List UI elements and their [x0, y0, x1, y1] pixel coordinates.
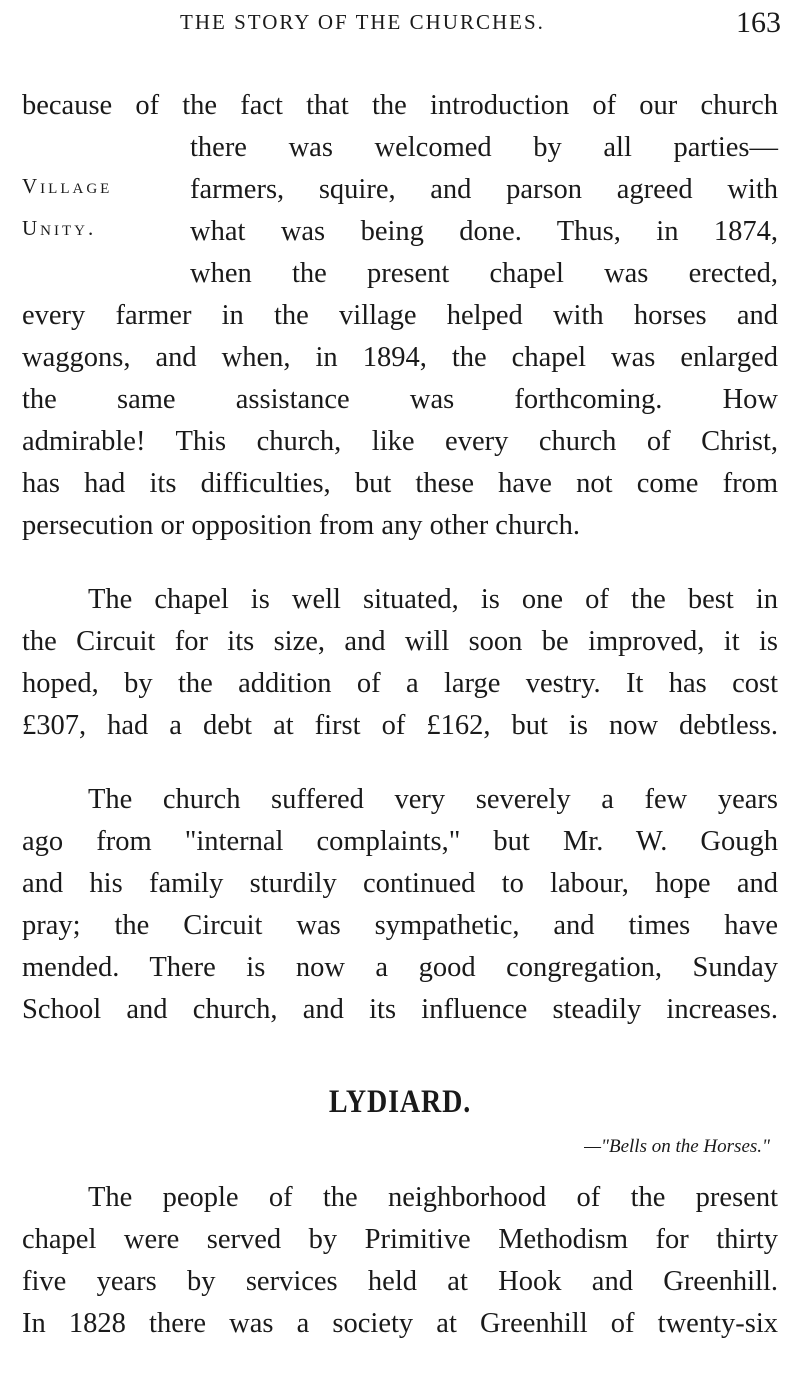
text-line: The church suffered very severely a few years — [88, 784, 778, 815]
text-line: hoped, by the addition of a large vestry. It has cost — [22, 668, 778, 699]
text-line: the Circuit for its size, and will soon be improved, it is — [22, 626, 778, 657]
margin-note: Village — [22, 174, 113, 198]
text-line: ago from "internal complaints," but Mr. W. Gough — [22, 826, 778, 857]
running-title: THE STORY OF THE CHURCHES. — [180, 10, 545, 34]
text-line: School and church, and its influence steadily increases. — [22, 994, 778, 1025]
text-line: £307, had a debt at first of £162, but is now debtless. — [22, 710, 778, 741]
text-line: has had its difficulties, but these have not come from — [22, 468, 778, 499]
text-line: there was welcomed by all parties— — [190, 132, 778, 163]
page-number: 163 — [736, 6, 781, 39]
text-line: pray; the Circuit was sympathetic, and times have — [22, 910, 778, 941]
section-epigraph: —"Bells on the Horses." — [584, 1136, 770, 1157]
text-line: farmers, squire, and parson agreed with — [190, 174, 778, 205]
text-line: mended. There is now a good congregation, Sunday — [22, 952, 778, 983]
text-line: chapel were served by Primitive Methodism for thirty — [22, 1224, 778, 1255]
text-line: persecution or opposition from any other church. — [22, 510, 580, 541]
margin-note: Unity. — [22, 216, 97, 240]
text-line: because of the fact that the introduction of our church — [22, 90, 778, 121]
text-line: In 1828 there was a society at Greenhill of twenty-six — [22, 1308, 778, 1339]
text-line: what was being done. Thus, in 1874, — [190, 216, 778, 247]
text-line: when the present chapel was erected, — [190, 258, 778, 289]
text-line: and his family sturdily continued to labour, hope and — [22, 868, 778, 899]
section-heading: LYDIARD. — [328, 1084, 472, 1120]
text-line: admirable! This church, like every church of Christ, — [22, 426, 778, 457]
text-line: five years by services held at Hook and Greenhill. — [22, 1266, 778, 1297]
text-line: waggons, and when, in 1894, the chapel was enlarged — [22, 342, 778, 373]
running-head — [0, 4, 800, 44]
text-line: The chapel is well situated, is one of the best in — [88, 584, 778, 615]
text-line: the same assistance was forthcoming. How — [22, 384, 778, 415]
text-line: The people of the neighborhood of the present — [88, 1182, 778, 1213]
text-line: every farmer in the village helped with horses and — [22, 300, 778, 331]
